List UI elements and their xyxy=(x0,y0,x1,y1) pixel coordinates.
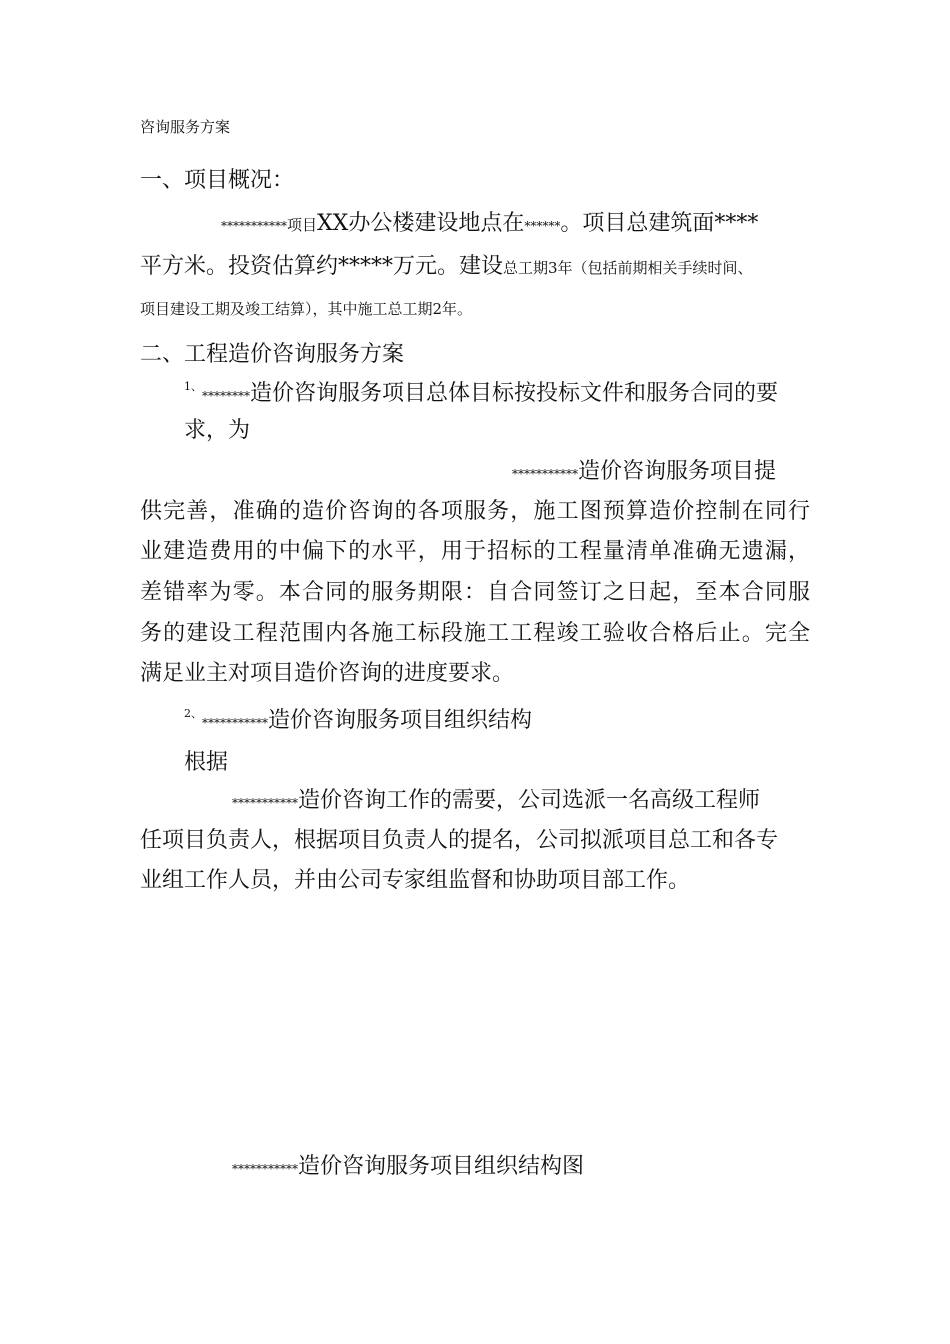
section-2-heading: 二、工程造价咨询服务方案 xyxy=(140,342,405,367)
text-run: XX办公楼建设地点在 xyxy=(317,211,525,236)
item-2-line xyxy=(184,708,532,732)
text-run: 项目 xyxy=(287,216,318,234)
text-run: 造价咨询服务项目提 xyxy=(578,459,777,484)
masked-text: *********** xyxy=(232,796,298,810)
paragraph-3-line-1 xyxy=(232,790,760,812)
item-2-basis: 根据 xyxy=(184,750,229,775)
paragraph-2-line-2: 业建造费用的中偏下的水平，用于招标的工程量清单准确无遗漏， xyxy=(140,539,810,564)
masked-text: ******** xyxy=(202,389,250,403)
paragraph-1-line-1 xyxy=(221,213,758,235)
text-run: 造价咨询服务项目组织结构 xyxy=(268,708,533,733)
paragraph-2-line-1: 供完善，准确的造价咨询的各项服务，施工图预算造价控制在同行 xyxy=(140,499,810,524)
paragraph-3-line-3: 业组工作人员，并由公司专家组监督和协助项目部工作。 xyxy=(140,868,691,893)
item-number: 2、 xyxy=(184,707,202,720)
paragraph-3-line-2: 任项目负责人，根据项目负责人的提名，公司拟派项目总工和各专 xyxy=(140,828,779,853)
section-1-heading: 一、项目概况： xyxy=(140,168,295,193)
paragraph-1-line-3: 项目建设工期及竣工结算），其中施工总工期2年。 xyxy=(140,300,473,318)
paragraph-2-line-4: 务的建设工程范围内各施工标段施工工程竣工验收合格后止。完全 xyxy=(140,621,810,646)
masked-text: *********** xyxy=(512,467,578,481)
masked-text: *********** xyxy=(202,716,268,730)
paragraph-1-line-2 xyxy=(140,256,753,278)
item-1-continuation: 求，为 xyxy=(184,418,251,443)
masked-text: *********** xyxy=(221,219,287,233)
item-1-line xyxy=(184,381,778,405)
text-run: 造价咨询工作的需要，公司选派一名高级工程师 xyxy=(298,788,761,813)
text-run: 造价咨询服务项目组织结构图 xyxy=(298,1154,585,1179)
item-1-right-line xyxy=(512,461,776,483)
paragraph-2-line-5: 满足业主对项目造价咨询的进度要求。 xyxy=(140,661,515,686)
item-number: 1、 xyxy=(184,380,202,393)
text-run: 总工期3年（包括前期相关手续时间、 xyxy=(503,259,753,277)
masked-text: *********** xyxy=(232,1162,298,1176)
org-chart-caption xyxy=(232,1156,584,1178)
text-run: 造价咨询服务项目总体目标按投标文件和服务合同的要 xyxy=(250,381,779,406)
text-run: 平方米。投资估算约*****万元。建设 xyxy=(140,254,504,279)
text-run: 。项目总建筑面**** xyxy=(560,211,759,236)
paragraph-2-line-3: 差错率为零。本合同的服务期限：自合同签订之日起，至本合同服 xyxy=(140,580,810,605)
document-title: 咨询服务方案 xyxy=(140,118,231,136)
masked-text: ****** xyxy=(524,219,561,233)
